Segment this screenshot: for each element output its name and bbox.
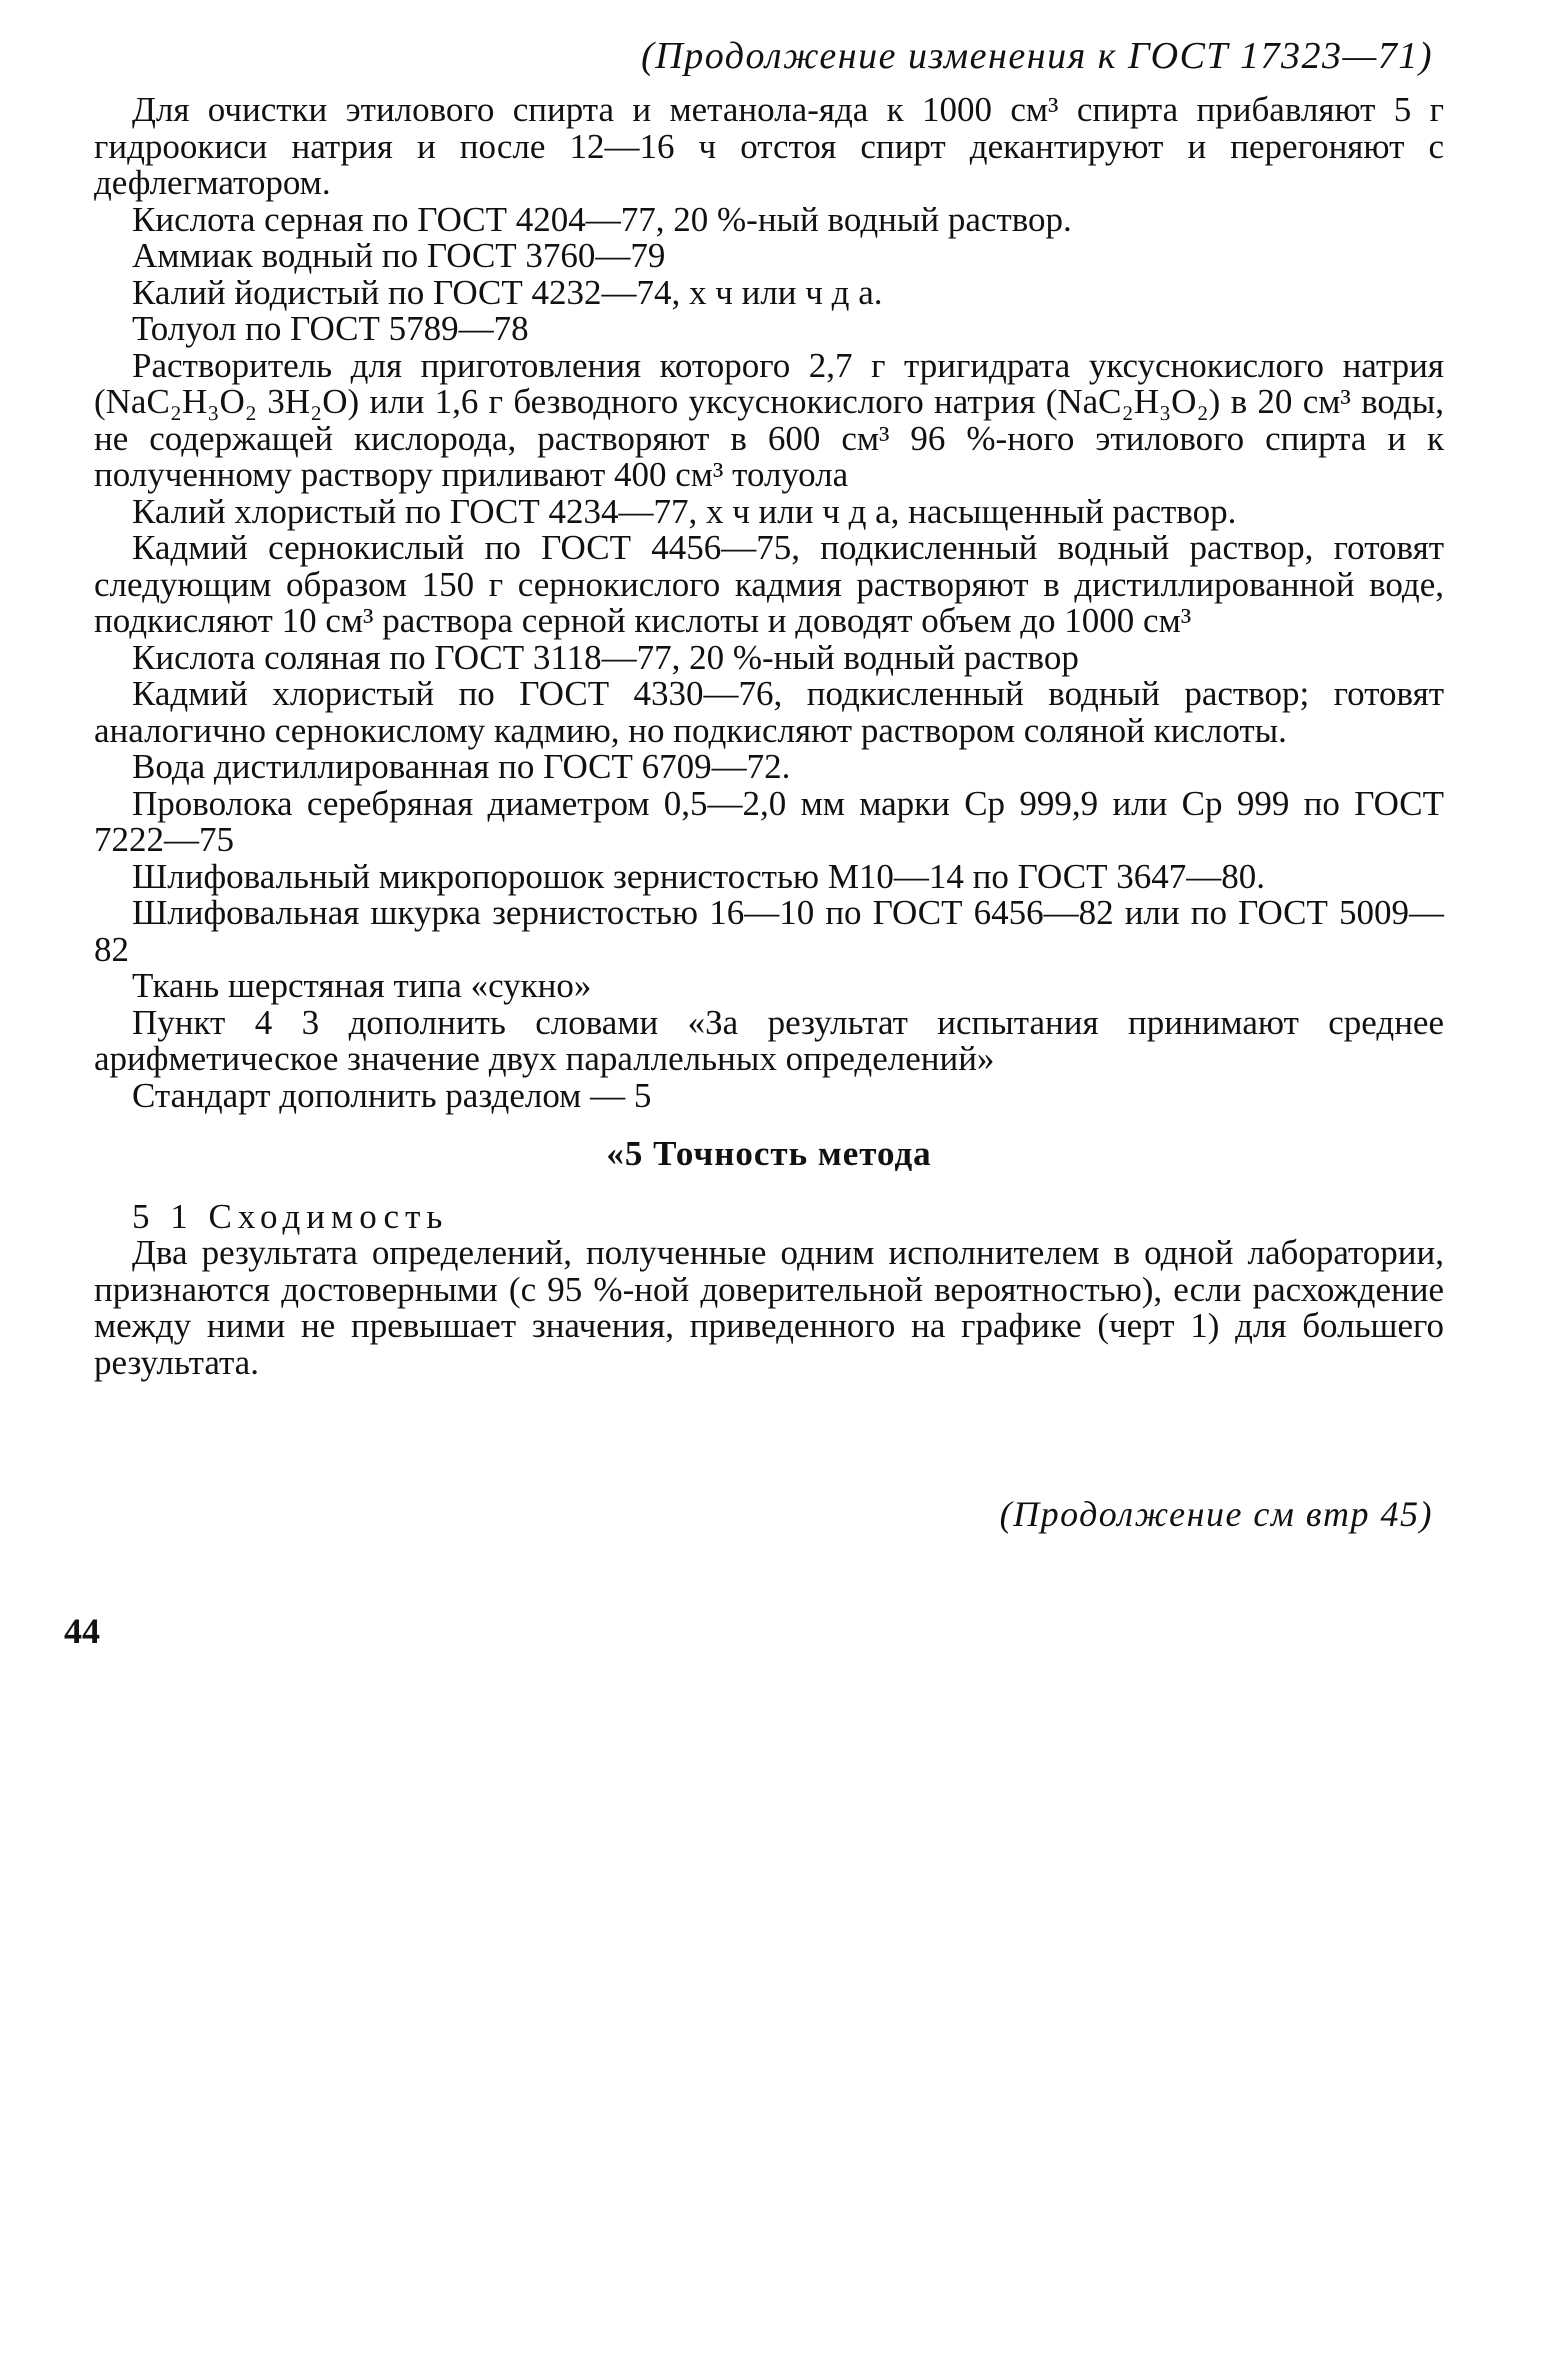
continued-note: (Продолжение см втр 45) (999, 1494, 1433, 1534)
paragraph-hydrochloric-acid: Кислота соляная по ГОСТ 3118—77, 20 %-ный водный раствор (132, 637, 1079, 677)
body-text (94, 92, 1444, 1381)
paragraph-potassium-iodide: Калий йодистый по ГОСТ 4232—74, х ч или ч д а. (132, 272, 883, 312)
paragraph-cadmium-sulfate: Кадмий сернокислый по ГОСТ 4456—75, подкисленный водный раствор, готовят следующим образом 150 г сернокислого кадмия растворяют в дистиллированной воде, подкисляют 10 см³ раствора серной кислоты и доводят объем до 1000 см³ (94, 528, 1444, 640)
paragraph-distilled-water: Вода дистиллированная по ГОСТ 6709—72. (132, 747, 791, 786)
page-number: 44 (64, 1611, 100, 1651)
paragraph-solvent: Растворитель для приготовления которого 2,7 г тригидрата уксуснокислого натрия (NaC₂H₃O₂ 3H₂O) или 1,6 г безводного уксуснокислого натрия (NaC₂H₃O₂) в 20 см³ воды, не содержащей кислорода, растворяют в 600 см³ 96 %-ного этилового спирта и к полученному раствору приливают 400 см³ толуола (94, 345, 1444, 494)
paragraph-toluene: Толуол по ГОСТ 5789—78 (132, 309, 529, 348)
paragraph-alcohol-purification: Для очистки этилового спирта и метанола-яда к 1000 см³ спирта прибавляют 5 г гидроокиси натрия и после 12—16 ч отстоя спирт декантируют и перегоняют с дефлегматором. (94, 90, 1444, 202)
paragraph-section-addition: Стандарт дополнить разделом — 5 (132, 1075, 652, 1115)
paragraph-sandpaper: Шлифовальная шкурка зернистостью 16—10 по ГОСТ 6456—82 или по ГОСТ 5009—82 (94, 893, 1444, 969)
continuation-header: (Продолжение изменения к ГОСТ 17323—71) (641, 35, 1433, 77)
paragraph-convergence: Два результата определений, полученные одним исполнителем в одной лаборатории, признаются достоверными (с 95 %-ной доверительной вероятностью), если расхождение между ними не превышает значения, приведенного на графике (черт 1) для большего результата. (94, 1233, 1444, 1382)
paragraph-potassium-chloride: Калий хлористый по ГОСТ 4234—77, х ч или ч д а, насыщенный раствор. (132, 491, 1237, 531)
paragraph-silver-wire: Проволока серебряная диаметром 0,5—2,0 мм марки Ср 999,9 или Ср 999 по ГОСТ 7222—75 (94, 783, 1444, 859)
paragraph-sulfuric-acid: Кислота серная по ГОСТ 4204—77, 20 %-ный водный раствор. (132, 199, 1072, 239)
paragraph-wool-cloth: Ткань шерстяная типа «сукно» (132, 966, 592, 1005)
paragraph-clause-4-3: Пункт 4 3 дополнить словами «За результат испытания принимают среднее арифметическое значение двух параллельных определений» (94, 1002, 1444, 1078)
paragraph-cadmium-chloride: Кадмий хлористый по ГОСТ 4330—76, подкисленный водный раствор; готовят аналогично сернокислому кадмию, но подкисляют раствором соляной кислоты. (94, 674, 1444, 750)
paragraph-ammonia: Аммиак водный по ГОСТ 3760—79 (132, 236, 666, 275)
paragraph-grinding-powder: Шлифовальный микропорошок зернистостью М10—14 по ГОСТ 3647—80. (132, 856, 1265, 896)
section-subheading: 5 1 Сходимость (132, 1196, 449, 1236)
section-heading: «5 Точность метода (606, 1134, 932, 1173)
